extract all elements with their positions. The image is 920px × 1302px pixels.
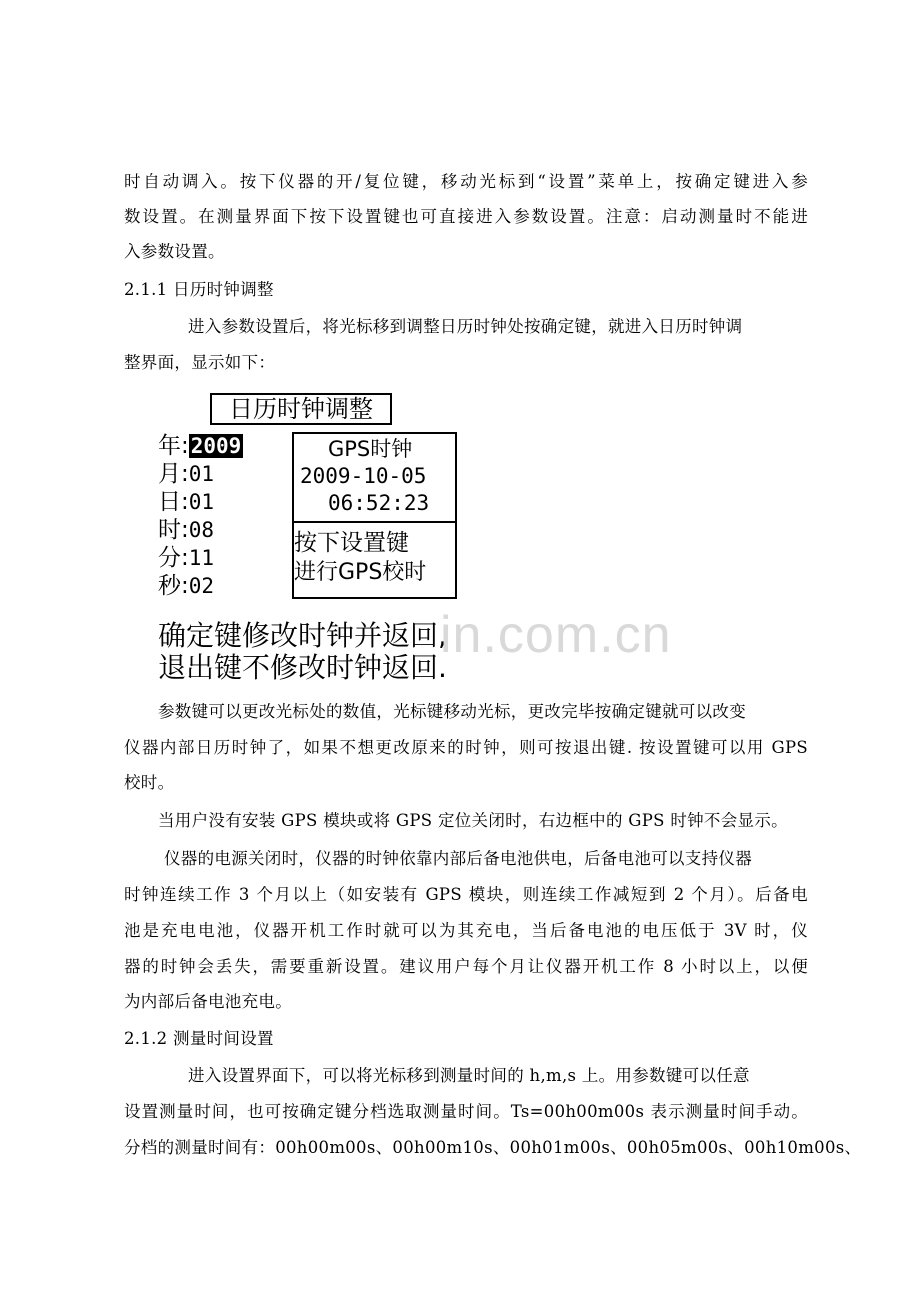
lcd-bottom-line-1: 确定键修改时钟并返回, <box>158 619 447 652</box>
lcd-field-label: 分: <box>158 545 189 571</box>
sec212-line-3: 分档的测量时间有：00h00m00s、00h00m10s、00h01m00s、00h05m00s、00h10m00s、 <box>124 1138 862 1157</box>
lcd-field-minute <box>158 544 214 572</box>
intro-line-3: 入参数设置。 <box>124 242 225 261</box>
lcd-field-label: 时: <box>158 517 189 543</box>
para1-line-2: 仪器内部日历时钟了，如果不想更改原来的时钟，则可按退出键. 按设置键可以用 GPS <box>124 738 808 757</box>
para2-line: 当用户没有安装 GPS 模块或将 GPS 定位关闭时，右边框中的 GPS 时钟不会显示。 <box>158 811 788 830</box>
sec212-line-1: 进入设置界面下，可以将光标移到测量时间的 h,m,s 上。用参数键可以任意 <box>188 1066 750 1085</box>
lcd-gps-date: 2009-10-05 <box>300 464 427 488</box>
sec211-line-2: 整界面，显示如下： <box>124 353 276 372</box>
sec211-line-1: 进入参数设置后，将光标移到调整日历时钟处按确定键，就进入日历时钟调 <box>188 317 743 336</box>
para3-line-4: 器的时钟会丢失，需要重新设置。建议用户每个月让仪器开机工作 8 小时以上，以便 <box>124 957 808 976</box>
lcd-field-label: 年: <box>158 433 189 459</box>
lcd-field-second <box>158 572 214 600</box>
lcd-field-day <box>158 488 214 516</box>
para1-line-3: 校时。 <box>124 773 175 792</box>
watermark: in.com.cn <box>440 606 672 664</box>
sec212-line-2: 设置测量时间，也可按确定键分档选取测量时间。Ts=00h00m00s 表示测量时间手动。 <box>124 1102 808 1121</box>
lcd-field-hour <box>158 516 214 544</box>
lcd-field-label: 月: <box>158 461 189 487</box>
lcd-field-label: 日: <box>158 489 189 515</box>
intro-line-1: 时自动调入。按下仪器的开/复位键，移动光标到“设置”菜单上，按确定键进入参 <box>124 172 808 191</box>
para3-line-5: 为内部后备电池充电。 <box>124 992 292 1011</box>
lcd-field-year <box>158 432 243 460</box>
lcd-field-month <box>158 460 214 488</box>
section-2-1-2-heading: 2.1.2 测量时间设置 <box>124 1029 274 1048</box>
lcd-gps-time: 06:52:23 <box>328 491 430 515</box>
lcd-gps-box <box>292 432 457 599</box>
lcd-hint-line-1: 按下设置键 <box>294 530 409 556</box>
lcd-field-value: 01 <box>188 462 215 486</box>
lcd-field-value-selected: 2009 <box>190 434 242 458</box>
lcd-gps-title: GPS时钟 <box>328 437 413 461</box>
lcd-title: 日历时钟调整 <box>210 393 392 425</box>
para3-line-1: 仪器的电源关闭时，仪器的时钟依靠内部后备电池供电，后备电池可以支持仪器 <box>164 849 752 868</box>
lcd-field-label: 秒: <box>158 573 189 599</box>
lcd-field-value: 02 <box>188 574 215 598</box>
para1-line-1: 参数键可以更改光标处的数值，光标键移动光标，更改完毕按确定键就可以改变 <box>158 702 746 721</box>
lcd-bottom-line-2: 退出键不修改时钟返回. <box>158 651 447 684</box>
para3-line-2: 时钟连续工作 3 个月以上（如安装有 GPS 模块，则连续工作减短到 2 个月）。后备电 <box>124 885 808 904</box>
lcd-field-value: 01 <box>188 490 215 514</box>
section-2-1-1-heading: 2.1.1 日历时钟调整 <box>124 280 274 299</box>
lcd-hint-line-2: 进行GPS校时 <box>294 560 427 585</box>
lcd-gps-divider <box>294 521 455 523</box>
intro-line-2: 数设置。在测量界面下按下设置键也可直接进入参数设置。注意：启动测量时不能进 <box>124 207 808 226</box>
para3-line-3: 池是充电电池，仪器开机工作时就可以为其充电，当后备电池的电压低于 3V 时，仪 <box>124 921 808 940</box>
lcd-field-value: 11 <box>188 546 215 570</box>
lcd-field-value: 08 <box>188 518 215 542</box>
